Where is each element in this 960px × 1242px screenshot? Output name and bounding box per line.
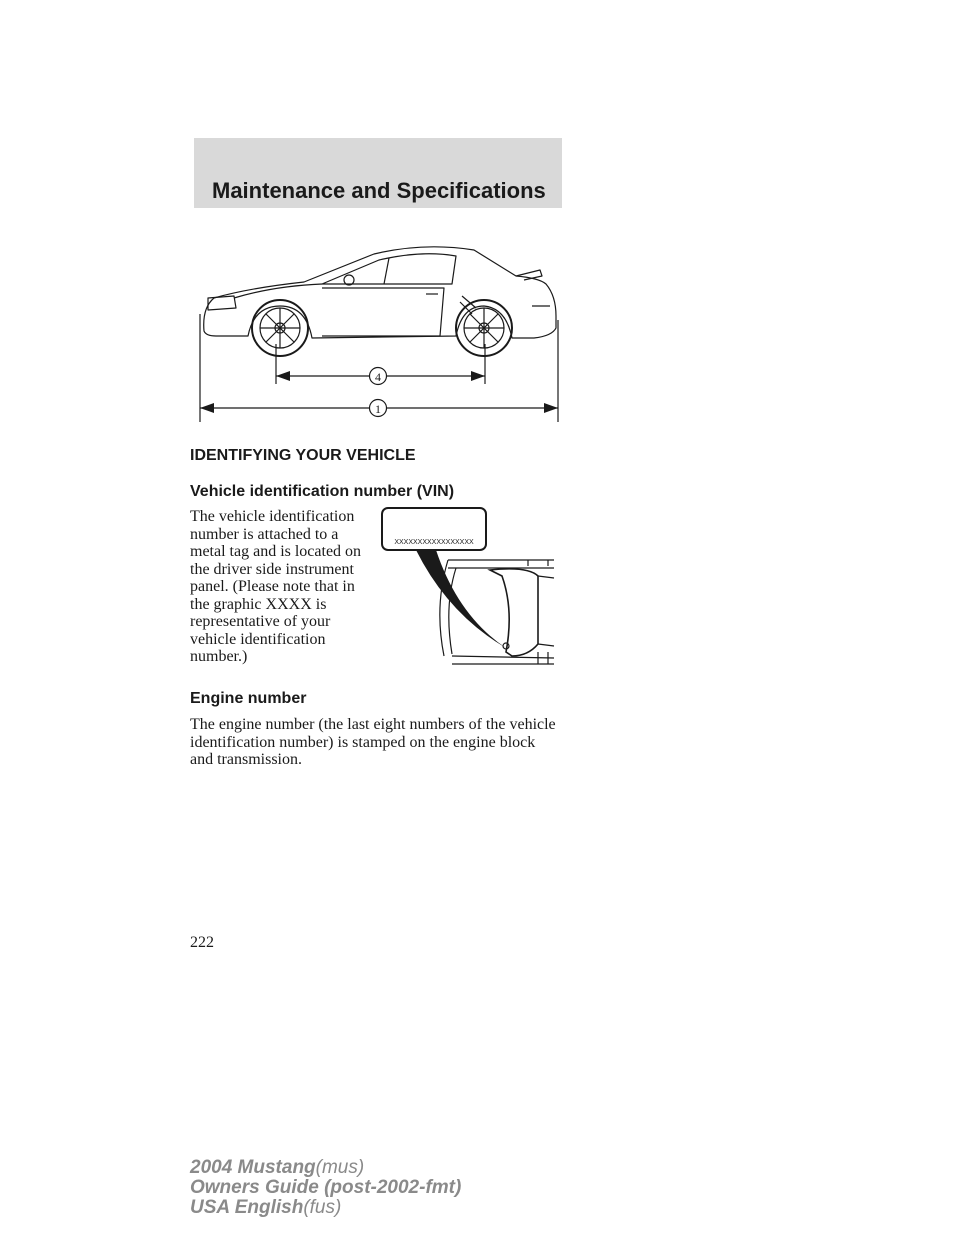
page-title: Maintenance and Specifications [212, 178, 546, 203]
vin-heading: Vehicle identification number (VIN) [190, 483, 455, 500]
footer-model: 2004 Mustang [190, 1157, 316, 1178]
footer-line-3 [190, 1198, 461, 1218]
car-door [322, 288, 444, 336]
vin-pointer [416, 550, 506, 648]
callout-4: 4 [375, 370, 381, 384]
engine-body-text: The engine number (the last eight numbers of the vehicle identification number) is stamped on the engine block and transmission. [190, 716, 556, 768]
callout-1: 1 [375, 402, 381, 416]
section-heading: IDENTIFYING YOUR VEHICLE [190, 447, 416, 464]
engine-heading: Engine number [190, 690, 307, 707]
vin-location-diagram [378, 506, 558, 666]
header-band [194, 138, 562, 208]
vin-tag-text: XXXXXXXXXXXXXXXXX [394, 539, 474, 546]
footer [190, 1158, 461, 1218]
footer-language: USA English [190, 1197, 304, 1218]
rear-spoiler [516, 270, 542, 280]
footer-line-2: Owners Guide (post-2002-fmt) [190, 1177, 462, 1198]
footer-language-code: (fus) [303, 1197, 342, 1218]
car-dimension-diagram [194, 236, 564, 426]
instrument-panel [490, 569, 538, 656]
car-headlight [208, 296, 236, 310]
footer-line-1 [190, 1158, 461, 1178]
footer-model-code: (mus) [315, 1157, 365, 1178]
page-number: 222 [190, 934, 214, 951]
vin-body-text: The vehicle identification number is attached to a metal tag and is located on the driver side instrument panel. (Please note that in the graphic XXXX is representative of your vehicle identification number.) [190, 508, 362, 665]
